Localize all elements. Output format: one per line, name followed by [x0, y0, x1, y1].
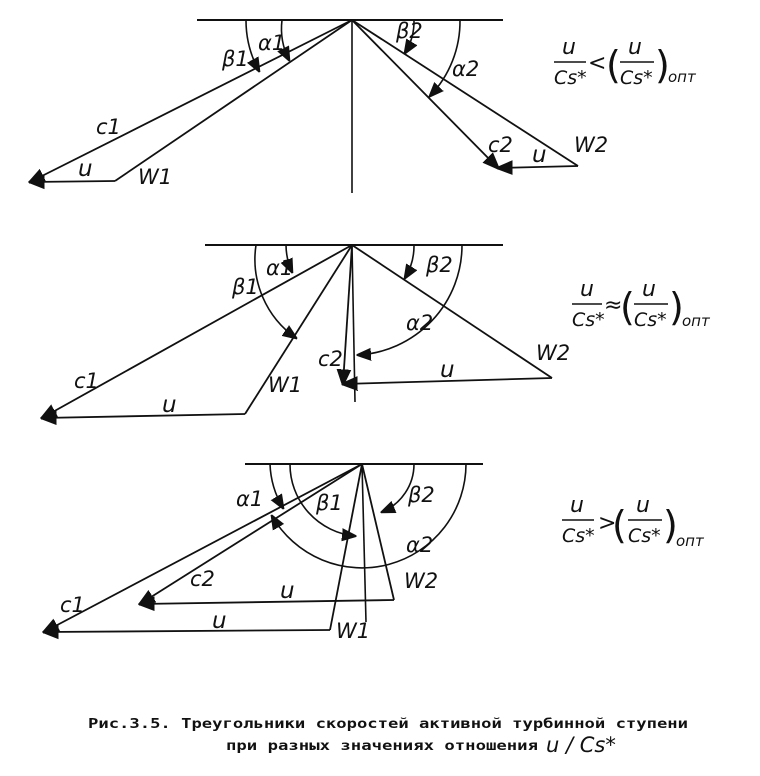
panel-1-c1-label: c1: [96, 115, 121, 139]
panel-2-u2-label: u: [440, 357, 455, 383]
panel-3-cond-open-paren: (: [612, 503, 627, 547]
panel-2-c2-vector: [343, 245, 352, 384]
panel-2-cond-right-den: Cs*: [634, 309, 667, 331]
panel-2-cond-left-num: u: [580, 277, 594, 302]
panel-2-axis: [352, 245, 355, 402]
panel-3-beta1-label: β1: [316, 491, 343, 515]
panel-3-beta2-label: β2: [408, 483, 435, 507]
panel-3-u1-label: u: [212, 608, 227, 634]
panel-1-alpha1-label: α1: [258, 31, 286, 55]
panel-2-beta1-label: β1: [232, 275, 259, 299]
panel-3-cond-right-num: u: [636, 493, 650, 518]
panel-2-alpha1-label: α1: [266, 256, 294, 280]
panel-2-cond-left-den: Cs*: [572, 309, 605, 331]
panel-1-cond-left-den: Cs*: [554, 67, 587, 89]
panel-3-cond-left-num: u: [570, 493, 584, 518]
panel-1-cond-open-paren: (: [606, 43, 621, 87]
panel-3-cond-sub: опт: [676, 532, 704, 550]
caption-line-2: при разных значениях отношения: [226, 738, 538, 754]
panel-3-u2-vector: [140, 600, 394, 604]
panel-1-w1-vector: [115, 20, 352, 181]
panel-2-cond-relation: ≈: [604, 293, 623, 318]
panel-1-cond-relation: <: [588, 51, 607, 76]
panel-3-alpha2-label: α2: [406, 533, 434, 557]
panel-2-u1-label: u: [162, 392, 177, 418]
panel-2-cond-right-num: u: [642, 277, 656, 302]
panel-1-alpha2-label: α2: [452, 57, 480, 81]
panel-2-u1-vector: [42, 414, 245, 418]
panel-3-c1-label: c1: [60, 593, 85, 617]
panel-3-alpha1-arc: [270, 464, 283, 508]
panel-2-c1-label: c1: [74, 369, 99, 393]
panel-1-c2-label: c2: [488, 133, 513, 157]
panel-1-cond-right-den: Cs*: [620, 67, 653, 89]
panel-3-c1-vector: [44, 464, 362, 632]
panel-1-beta1-label: β1: [222, 47, 249, 71]
panel-1-beta2-label: β2: [396, 19, 423, 43]
panel-3-alpha1-label: α1: [236, 487, 264, 511]
panel-1-cond-close-paren: ): [655, 43, 670, 87]
panel-3-condition: [562, 493, 705, 550]
panel-3-cond-close-paren: ): [663, 503, 678, 547]
panel-2-cond-open-paren: (: [620, 285, 635, 329]
panel-3-c2-vector: [140, 464, 362, 604]
panel-3-w2-label: W2: [404, 569, 439, 593]
panel-3-c2-label: c2: [190, 567, 215, 591]
panel-3-w1-vector: [330, 464, 362, 630]
caption-ratio: u / Cs*: [546, 733, 616, 757]
panel-2-condition: [572, 277, 711, 331]
panel-2-c2-label: c2: [318, 347, 343, 371]
panel-1-c2-vector: [352, 20, 498, 168]
panel-1-cond-right-num: u: [628, 35, 642, 60]
panel-1-u1-vector: [30, 181, 115, 182]
panel-2-beta2-arc: [405, 245, 414, 278]
panel-1-u1-label: u: [78, 156, 93, 182]
panel-3: [44, 464, 705, 643]
panel-3-w2-vector: [362, 464, 394, 600]
panel-3-w1-label: W1: [336, 619, 371, 643]
panel-1-condition: [554, 35, 697, 89]
panel-2-alpha2-label: α2: [406, 311, 434, 335]
panel-2-w1-label: W1: [268, 373, 303, 397]
panel-3-cond-left-den: Cs*: [562, 525, 595, 547]
figure-caption: [88, 716, 688, 757]
panel-2: [42, 245, 711, 418]
panel-2-beta2-label: β2: [426, 253, 453, 277]
caption-line-1: Рис.3.5. Треугольники скоростей активной турбинной ступени: [88, 716, 688, 732]
panel-3-u2-label: u: [280, 578, 295, 604]
panel-1-cond-sub: опт: [668, 68, 696, 86]
panel-3-axis: [362, 464, 366, 622]
panel-2-w2-label: W2: [536, 341, 571, 365]
panel-3-cond-right-den: Cs*: [628, 525, 661, 547]
panel-2-cond-close-paren: ): [669, 285, 684, 329]
panel-3-alpha2-arc: [272, 464, 466, 568]
panel-1-w1-label: W1: [138, 165, 173, 189]
panel-1: [30, 19, 697, 193]
panel-2-cond-sub: опт: [682, 312, 710, 330]
panel-1-w2-label: W2: [574, 133, 609, 157]
panel-3-cond-relation: >: [598, 511, 617, 536]
panel-1-u2-label: u: [532, 142, 547, 168]
panel-1-cond-left-num: u: [562, 35, 576, 60]
panel-3-u1-vector: [44, 630, 330, 632]
